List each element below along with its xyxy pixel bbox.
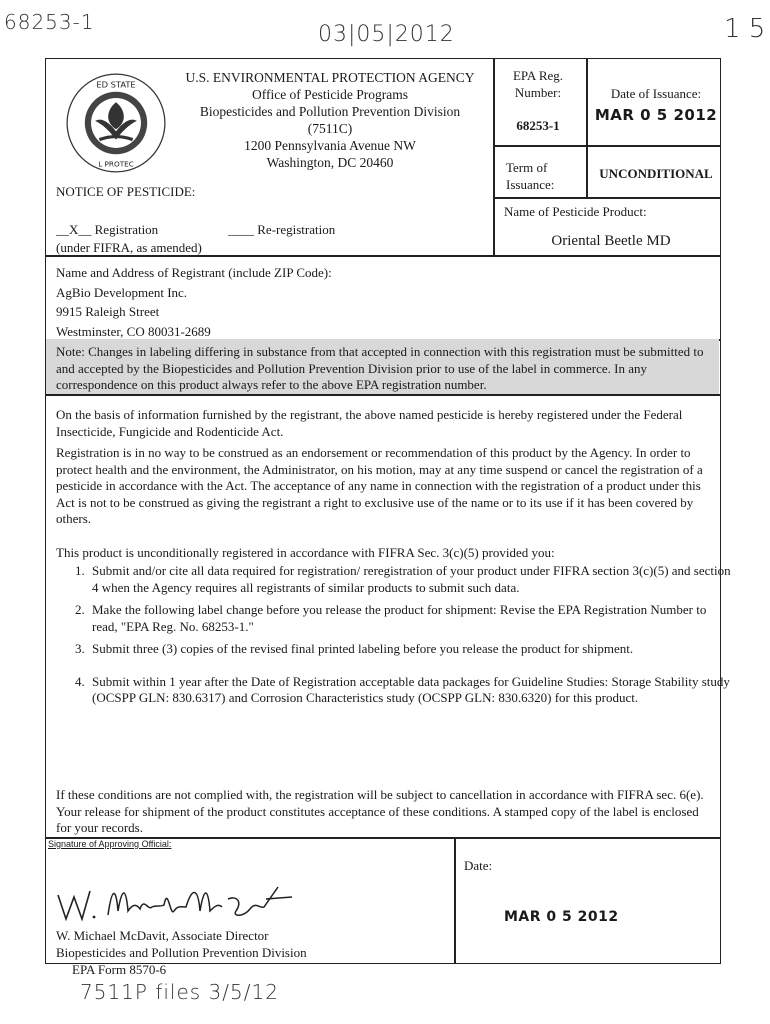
handwritten-file-number: 68253-1 xyxy=(4,10,95,34)
registrant-block xyxy=(56,263,696,341)
svg-text:L PROTEC: L PROTEC xyxy=(98,159,134,169)
epa-seal-icon xyxy=(64,71,168,175)
term-of-issuance-value: UNCONDITIONAL xyxy=(599,166,713,181)
signer-name-title: W. Michael McDavit, Associate Director xyxy=(56,928,269,943)
conditions-intro: This product is unconditionally registered in accordance with FIFRA Sec. 3(c)(5) provided you: xyxy=(56,545,555,560)
divider xyxy=(493,145,720,147)
date-of-issuance-stamp: MAR 0 5 2012 xyxy=(594,106,718,124)
condition-item: 4. Submit within 1 year after the Date of Registration acceptable data packages for Guideline Studies: Storage Stability study (OCSPP GLN: 830.6317) and Corrosion Characteristics study (OCSPP GLN: 830.6320) for this product. xyxy=(88,674,734,707)
condition-item: 1. Submit and/or cite all data required for registration/ reregistration of your product under FIFRA section 3(c)(5) and section 4 when the Agency requires all registrants of similar products to submit such data. xyxy=(88,563,734,596)
signer-block xyxy=(56,927,307,961)
condition-item: 3. Submit three (3) copies of the revised final printed labeling before you release the product for shipment. xyxy=(88,641,734,658)
pesticide-name: Oriental Beetle MD xyxy=(551,233,671,249)
labeling-note: Note: Changes in labeling differing in substance from that accepted in connection with this registration must be submitted to and accepted by the Biopesticides and Pollution Prevention Division prior to use of the label in commerce. In any correspondence on this product always refer to the above EPA registration number. xyxy=(56,344,704,392)
epa-reg-label: EPA Reg. Number: xyxy=(512,68,564,100)
agency-line: U.S. ENVIRONMENTAL PROTECTION AGENCY xyxy=(185,70,475,85)
divider xyxy=(46,394,720,396)
cancellation-paragraph: If these conditions are not complied with, the registration will be subject to cancellation in accordance with FIFRA sec. 6(e). Your release for shipment of the product constitutes acceptance of these conditions. A stamped copy of the label is enclosed for your records. xyxy=(56,787,704,835)
registrant-label: Name and Address of Registrant (include ZIP Code): xyxy=(56,265,332,280)
divider xyxy=(454,837,456,963)
agency-line: Biopesticides and Pollution Prevention Division xyxy=(199,104,461,119)
registrant-street: 9915 Raleigh Street xyxy=(56,304,160,319)
svg-text:ED STATE: ED STATE xyxy=(96,79,136,90)
registration-option: __X__ Registration xyxy=(56,222,159,237)
divider xyxy=(493,197,720,199)
registration-basis-paragraph: On the basis of information furnished by the registrant, the above named pesticide is hereby registered under the Federal Insecticide, Fungicide and Rodenticide Act. xyxy=(56,407,683,439)
agency-line: (7511C) xyxy=(307,121,353,136)
epa-reg-number: 68253-1 xyxy=(516,118,560,133)
term-of-issuance-label: Term of Issuance: xyxy=(506,160,555,192)
date-of-issuance-label: Date of Issuance: xyxy=(610,86,702,101)
disclaimer-paragraph: Registration is in no way to be construed as an endorsement or recommendation of this product by the Agency. In order to protect health and the environment, the Administrator, on his motion, may at any time suspend or cancel the registration of a pesticide in accordance with the Act. The acceptance of any name in connection with the registration of a product under this Act is not to be construed as giving the registrant a right to exclusive use of the name or to its use if it has been covered by others. xyxy=(56,445,703,526)
agency-address xyxy=(164,69,496,171)
agency-line: Washington, DC 20460 xyxy=(266,155,394,170)
date-label: Date: xyxy=(464,858,493,873)
divider xyxy=(586,59,588,197)
signer-division: Biopesticides and Pollution Prevention Division xyxy=(56,945,307,960)
pesticide-notice-form xyxy=(45,58,731,964)
handwritten-date: 03|05|2012 xyxy=(318,22,455,47)
registrant-city: Westminster, CO 80031-2689 xyxy=(56,323,211,339)
form-number: EPA Form 8570-6 xyxy=(72,962,167,977)
conditions-list xyxy=(56,563,734,713)
reregistration-option: ____ Re-registration xyxy=(228,222,336,237)
handwritten-filing-note: 7511P files 3/5/12 xyxy=(80,980,279,1004)
condition-item: 2. Make the following label change before you release the product for shipment: Revise the EPA Registration Number to read, "EPA Reg. No. 68253-1." xyxy=(88,602,734,635)
pesticide-name-label: Name of Pesticide Product: xyxy=(504,204,647,219)
handwritten-signature xyxy=(52,877,312,927)
agency-line: 1200 Pennsylvania Avenue NW xyxy=(244,138,416,153)
agency-line: Office of Pesticide Programs xyxy=(251,87,409,102)
fifra-note: (under FIFRA, as amended) xyxy=(56,240,202,255)
signature-label: Signature of Approving Official: xyxy=(48,839,172,849)
notice-title: NOTICE OF PESTICIDE: xyxy=(56,184,196,199)
registrant-name: AgBio Development Inc. xyxy=(56,284,188,300)
signature-date-stamp: MAR 0 5 2012 xyxy=(504,909,619,925)
handwritten-page-count: 1 5 xyxy=(724,14,766,44)
